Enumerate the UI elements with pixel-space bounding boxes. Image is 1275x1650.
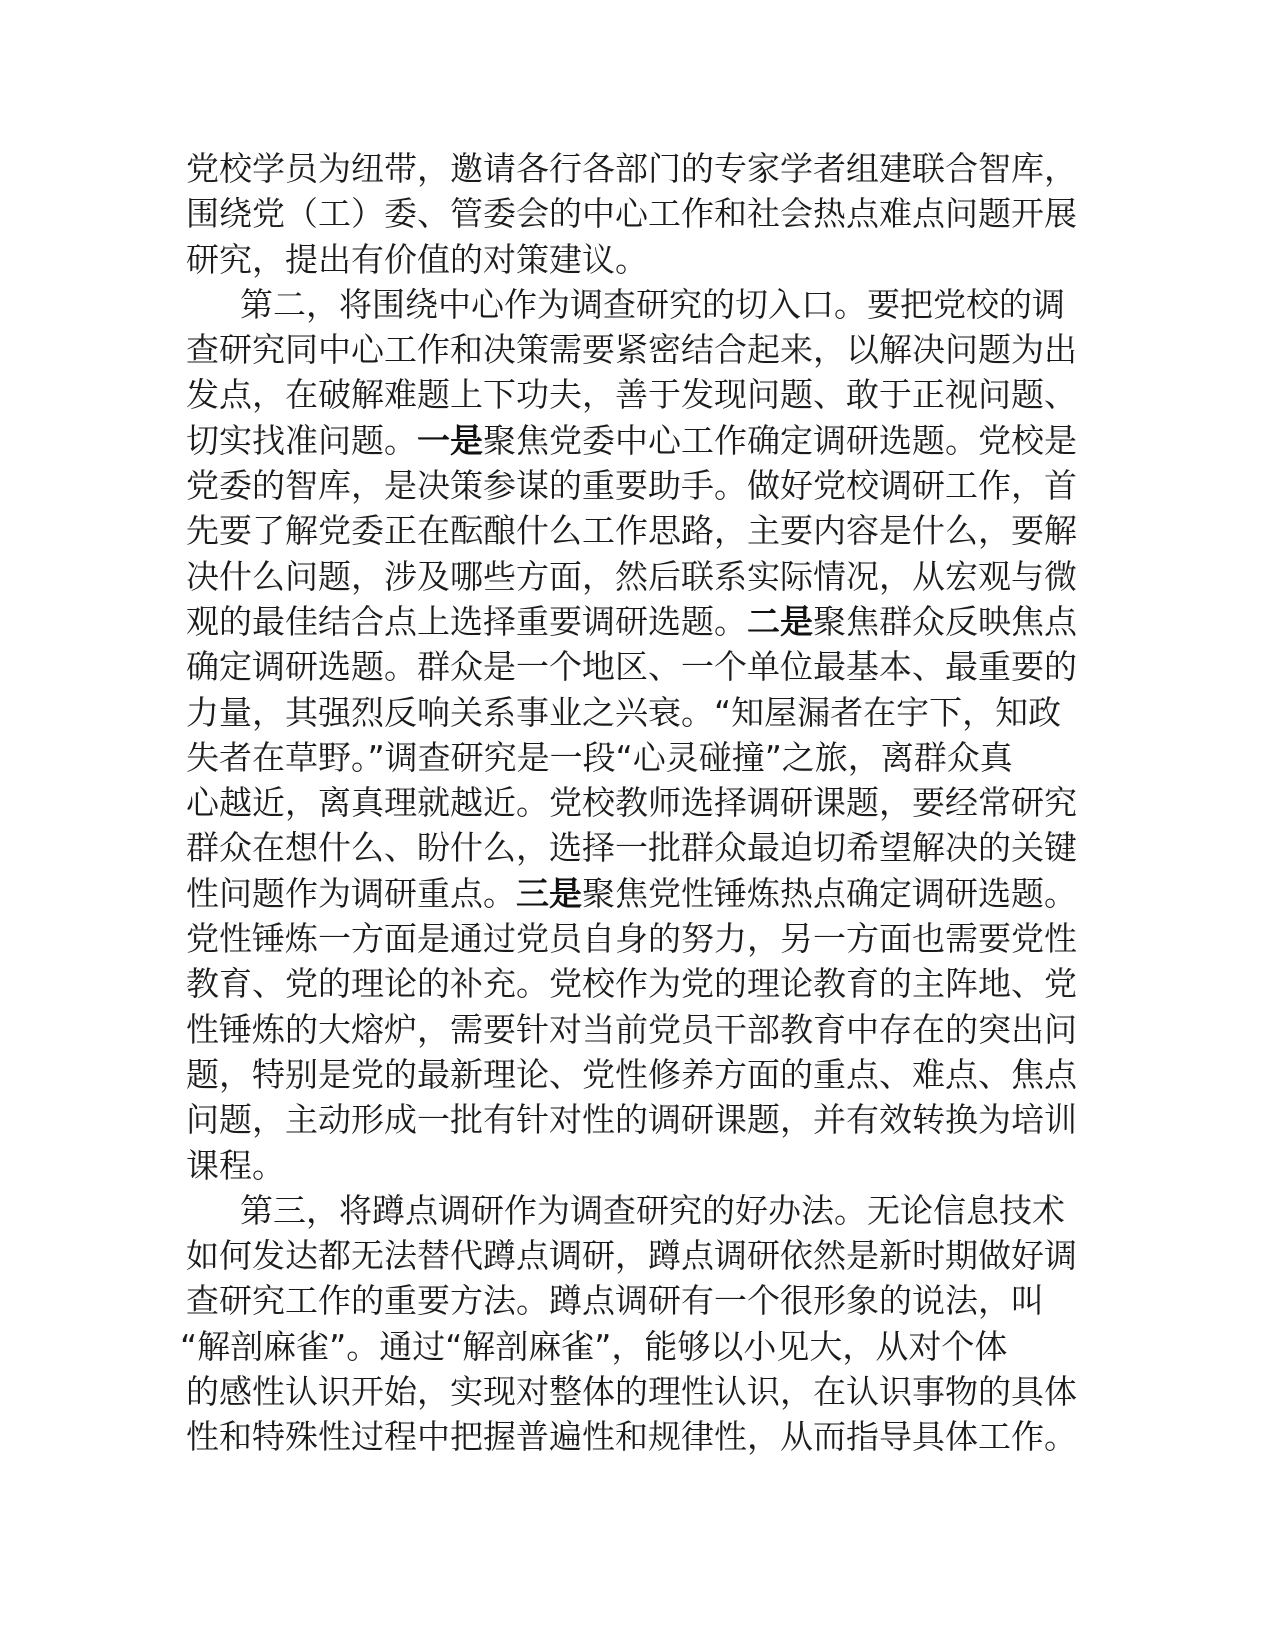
text-run: 观的最佳结合点上选择重要调研选题。 — [186, 601, 747, 641]
bold-marker-third: 三是 — [516, 873, 582, 913]
text-line: 查研究工作的重要方法。蹲点调研有一个很形象的说法，叫 — [186, 1281, 1044, 1321]
text-line: 党校学员为纽带，邀请各行各部门的专家学者组建联合智库， — [186, 149, 1077, 188]
text-line — [186, 871, 1086, 916]
text-line: 题，特别是党的最新理论、党性修养方面的重点、难点、焦点 — [186, 1054, 1077, 1094]
text-line: 党委的智库，是决策参谋的重要助手。做好党校调研工作，首 — [186, 466, 1077, 506]
text-line: 心越近，离真理就越近。党校教师选择调研课题，要经常研究 — [186, 783, 1077, 823]
text-line: 力量，其强烈反响关系事业之兴衰。“知屋漏者在宇下，知政 — [186, 692, 1062, 732]
text-run: 聚焦党委中心工作确定调研选题。党校是 — [483, 420, 1077, 460]
bold-marker-first: 一是 — [417, 420, 483, 460]
text-line: 性锤炼的大熔炉，需要针对当前党员干部教育中存在的突出问 — [186, 1009, 1077, 1049]
text-line: 的感性认识开始，实现对整体的理性认识，在认识事物的具体 — [186, 1372, 1077, 1412]
text-run: 切实找准问题。 — [186, 420, 417, 460]
text-line: 决什么问题，涉及哪些方面，然后联系实际情况，从宏观与微 — [186, 556, 1077, 596]
text-line: 失者在草野。”调查研究是一段“心灵碰撞”之旅，离群众真 — [186, 737, 1013, 777]
text-run: 聚焦党性锤炼热点确定调研选题。 — [582, 873, 1077, 913]
text-line: 课程。 — [186, 1145, 285, 1185]
text-line: 党性锤炼一方面是通过党员自身的努力，另一方面也需要党性 — [186, 919, 1077, 959]
text-line: 发点，在破解难题上下功夫，善于发现问题、敢于正视问题、 — [186, 375, 1077, 415]
text-line: 确定调研选题。群众是一个地区、一个单位最基本、最重要的 — [186, 647, 1077, 687]
text-line: 教育、党的理论的补充。党校作为党的理论教育的主阵地、党 — [186, 964, 1077, 1004]
bold-marker-second: 二是 — [747, 601, 813, 641]
text-run: 性问题作为调研重点。 — [186, 873, 516, 913]
text-line: 性和特殊性过程中把握普遍性和规律性，从而指导具体工作。 — [186, 1417, 1077, 1457]
text-line — [186, 418, 1086, 463]
text-line: “解剖麻雀”。通过“解剖麻雀”，能够以小见大，从对个体 — [180, 1326, 1008, 1366]
text-line: 先要了解党委正在酝酿什么工作思路，主要内容是什么，要解 — [186, 511, 1077, 551]
body-text — [180, 146, 1086, 1460]
text-line: 问题，主动形成一批有针对性的调研课题，并有效转换为培训 — [186, 1100, 1077, 1140]
text-line: 查研究同中心工作和决策需要紧密结合起来，以解决问题为出 — [186, 330, 1077, 370]
paragraph-first-line: 第三，将蹲点调研作为调查研究的好办法。无论信息技术 — [240, 1190, 1065, 1230]
text-line — [186, 599, 1086, 644]
text-line: 如何发达都无法替代蹲点调研，蹲点调研依然是新时期做好调 — [186, 1236, 1077, 1276]
paragraph-first-line: 第二，将围绕中心作为调查研究的切入口。要把党校的调 — [240, 284, 1065, 324]
text-run: 聚焦群众反映焦点 — [813, 601, 1077, 641]
text-line: 研究，提出有价值的对策建议。 — [186, 239, 648, 279]
text-line: 群众在想什么、盼什么，选择一批群众最迫切希望解决的关键 — [186, 828, 1077, 868]
text-line: 围绕党（工）委、管委会的中心工作和社会热点难点问题开展 — [186, 194, 1077, 234]
